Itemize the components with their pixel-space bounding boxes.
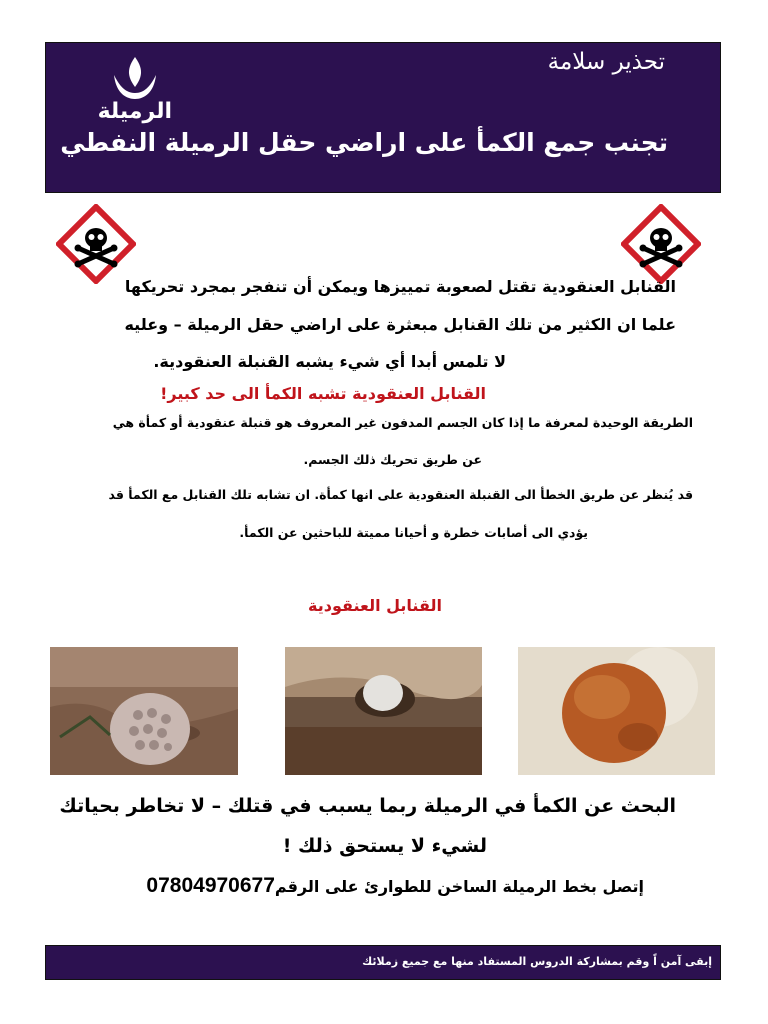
closing-line-1: البحث عن الكمأ في الرميلة ربما يسبب في قتلك – لا تخاطر بحياتك xyxy=(59,795,676,817)
contact-line xyxy=(146,874,644,898)
body-line-2: علما ان الكثير من تلك القنابل مبعثرة على اراضي حقل الرميلة – وعليه xyxy=(124,315,676,334)
body-line-3: لا تلمس أبدا أي شيء يشبه القنبلة العنقودية. xyxy=(153,352,506,371)
closing-line-2: لشيء لا يستحق ذلك ! xyxy=(282,835,487,857)
skull-crossbones-icon xyxy=(56,204,136,284)
rumaila-logo-icon xyxy=(97,53,172,138)
skull-crossbones-icon xyxy=(621,204,701,284)
safety-warning-label: تحذير سلامة xyxy=(547,49,665,75)
header-banner xyxy=(45,42,721,193)
contact-label: إتصل بخط الرميلة الساخن للطوارئ على الرقم xyxy=(274,877,644,896)
logo-text: الرميلة xyxy=(97,99,172,124)
body-line-5: عن طريق تحريك ذلك الجسم. xyxy=(303,452,482,467)
red-warning-line: القنابل العنقودية تشبه الكمأ الى حد كبير! xyxy=(160,384,486,403)
body-line-7: يؤدي الى أصابات خطرة و أحيانا مميتة للباحثين عن الكمأ. xyxy=(239,525,588,540)
hotline-number[interactable]: 07804970677 xyxy=(146,874,275,897)
footer-text: إبقى آمن اً وقم بمشاركة الدروس المستفاد منها مع جميع زملائك xyxy=(362,955,712,968)
body-line-1: القنابل العنقودية تقتل لصعوبة تمييزها ويمكن أن تنفجر بمجرد تحريكها xyxy=(124,277,676,296)
headline: تجنب جمع الكمأ على اراضي حقل الرميلة النفطي xyxy=(60,128,668,157)
footer-banner xyxy=(45,945,721,980)
body-line-6: قد يُنظر عن طريق الخطأ الى القنبلة العنقودية على انها كمأة. ان تشابه تلك القنابل مع الكمأ قد xyxy=(108,487,693,502)
section-title: القنابل العنقودية xyxy=(308,596,442,615)
cluster-bomb-photo-2 xyxy=(285,647,482,775)
cluster-bomb-photo-3 xyxy=(518,647,715,775)
body-line-4: الطريقة الوحيدة لمعرفة ما إذا كان الجسم المدفون غير المعروف هو قنبلة عنقودية أو كمأة هي xyxy=(112,415,693,430)
cluster-bomb-photo-1 xyxy=(50,647,238,775)
